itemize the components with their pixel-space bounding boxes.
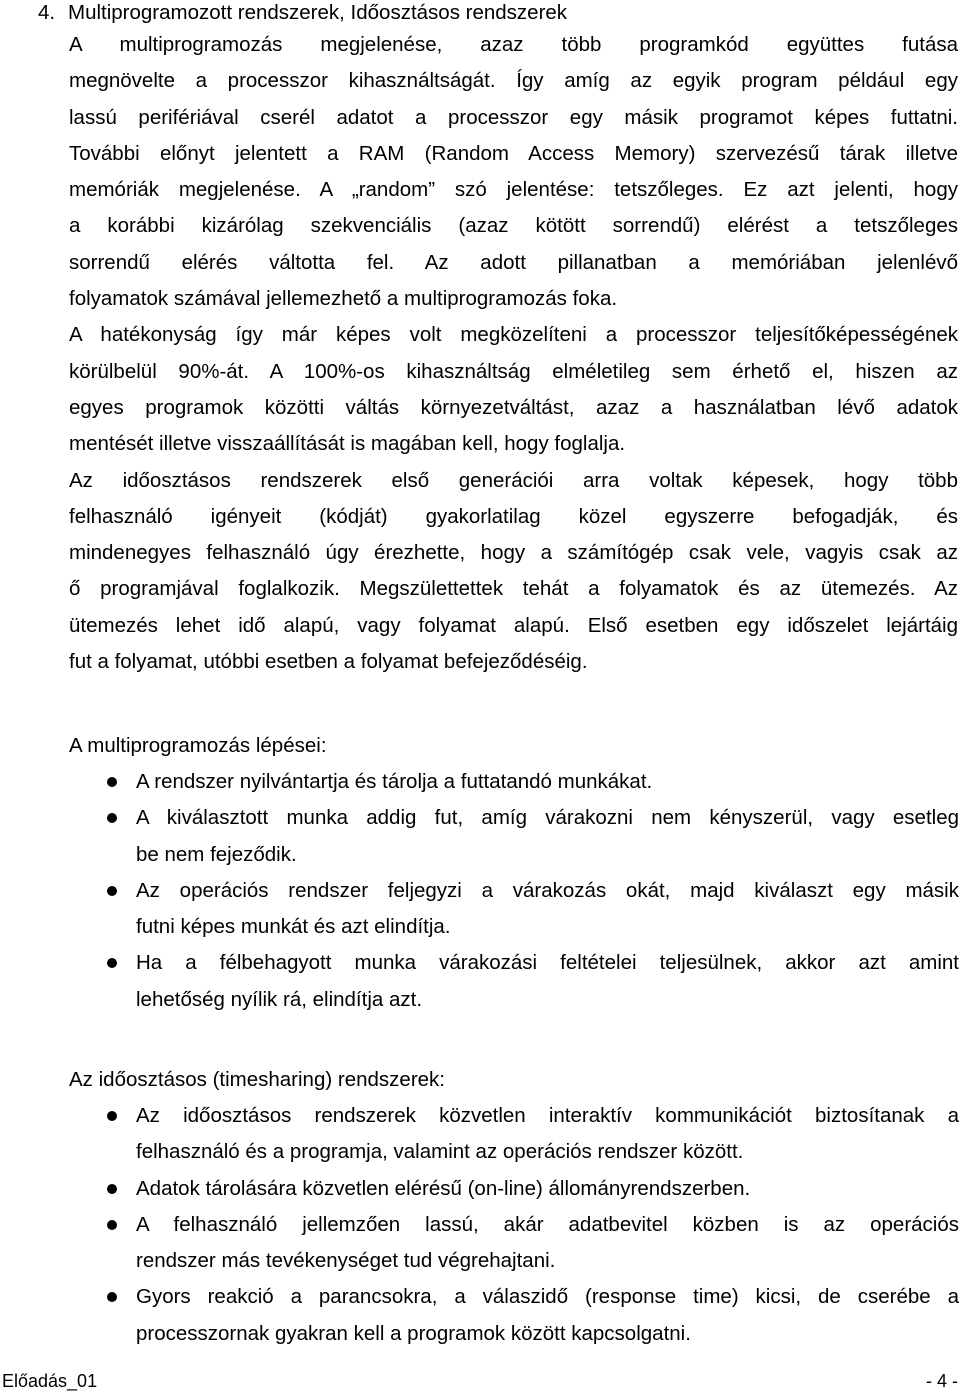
paragraph-line: memóriák megjelenése. A „random” szó jelentése: tetszőleges. Ez azt jelenti, hogy xyxy=(69,178,958,202)
bullet-text-line: Ha a félbehagyott munka várakozási feltételei teljesülnek, akkor azt amint xyxy=(136,951,959,975)
timesharing-title: Az időosztásos (timesharing) rendszerek: xyxy=(69,1068,445,1091)
intro-paragraphs xyxy=(69,27,958,680)
paragraph-line: fut a folyamat, utóbbi esetben a folyamat befejeződéséig. xyxy=(69,650,588,674)
bullet-text-line: Az időosztásos rendszerek közvetlen interaktív kommunikációt biztosítanak a xyxy=(136,1104,959,1127)
bullet-text-line: Gyors reakció a parancsokra, a válaszidő (response time) kicsi, de cserébe a xyxy=(136,1285,959,1309)
paragraph-line: körülbelül 90%-át. A 100%-os kihasználtság elméletileg sem érhető el, hiszen az xyxy=(69,359,958,383)
paragraph-line: a korábbi kizárólag szekvenciális (azaz kötött sorrendű) elérést a tetszőleges xyxy=(69,214,958,238)
paragraph-line: egyes programok közötti váltás környezetváltást, azaz a használatban lévő adatok xyxy=(69,395,958,419)
multiprog-steps-title: A multiprogramozás lépései: xyxy=(69,734,327,757)
bullet-item xyxy=(69,1279,959,1352)
bullet-text-line: lehetőség nyílik rá, elindítja azt. xyxy=(136,987,423,1011)
bullet-icon xyxy=(107,958,117,968)
bullet-text-line: A kiválasztott munka addig fut, amíg várakozni nem kényszerül, vagy esetleg xyxy=(136,806,959,830)
paragraph-line: felhasználó igényeit (kódját) gyakorlatilag közel egyszerre befogadják, és xyxy=(69,504,958,528)
timesharing-list xyxy=(69,1098,959,1352)
section-title: Multiprogramozott rendszerek, Időosztásos rendszerek xyxy=(68,1,568,24)
multiprog-steps-list xyxy=(69,764,959,1018)
paragraph-line: mentését illetve visszaállítását is magában kell, hogy foglalja. xyxy=(69,432,626,456)
paragraph-line: lassú perifériával cserél adatot a processzor egy másik programot képes futtatni. xyxy=(69,105,958,129)
section-heading xyxy=(38,0,567,26)
paragraph-line: ő programjával foglalkozik. Megszülettettek tehát a folyamatok és az ütemezés. Az xyxy=(69,577,958,601)
bullet-item xyxy=(69,1207,959,1280)
bullet-text-line: Adatok tárolására közvetlen elérésű (on-line) állományrendszerben. xyxy=(136,1176,751,1200)
paragraph-line: A hatékonyság így már képes volt megközelíteni a processzor teljesítőképességének xyxy=(69,323,958,347)
bullet-text-line: A rendszer nyilvántartja és tárolja a futtatandó munkákat. xyxy=(136,770,653,793)
paragraph-line: További előnyt jelentett a RAM (Random Access Memory) szervezésű tárak illetve xyxy=(69,141,958,165)
paragraph-line: A multiprogramozás megjelenése, azaz több programkód együttes futása xyxy=(69,33,958,56)
bullet-text-line: be nem fejeződik. xyxy=(136,842,297,866)
footer-lecture-label: Előadás_01 xyxy=(2,1371,98,1391)
bullet-item xyxy=(69,1171,959,1207)
paragraph-line: sorrendű elérés váltotta fel. Az adott pillanatban a memóriában jelenlévő xyxy=(69,250,958,274)
bullet-text-line: processzornak gyakran kell a programok között kapcsolgatni. xyxy=(136,1321,691,1345)
section-number: 4. xyxy=(38,1,56,24)
bullet-text-line: felhasználó és a programja, valamint az operációs rendszer között. xyxy=(136,1140,744,1164)
bullet-icon xyxy=(107,1292,117,1302)
bullet-item xyxy=(69,1098,959,1171)
page-footer xyxy=(0,1370,960,1392)
bullet-item xyxy=(69,945,959,1018)
paragraph-line: megnövelte a processzor kihasználtságát. Így amíg az egyik program például egy xyxy=(69,69,958,93)
bullet-item xyxy=(69,873,959,946)
bullet-text-line: A felhasználó jellemzően lassú, akár adatbevitel közben is az operációs xyxy=(136,1212,959,1236)
bullet-text-line: Az operációs rendszer feljegyzi a várakozás okát, majd kiválaszt egy másik xyxy=(136,878,959,902)
paragraph-line: mindenegyes felhasználó úgy érezhette, hogy a számítógép csak vele, vagyis csak az xyxy=(69,541,958,565)
bullet-text-line: rendszer más tevékenységet tud végrehajtani. xyxy=(136,1249,556,1273)
bullet-text-line: futni képes munkát és azt elindítja. xyxy=(136,915,451,939)
paragraph-line: Az időosztásos rendszerek első generációi arra voltak képesek, hogy több xyxy=(69,468,958,492)
bullet-icon xyxy=(107,1184,117,1194)
paragraph-line: ütemezés lehet idő alapú, vagy folyamat alapú. Első esetben egy időszelet lejártáig xyxy=(69,613,958,637)
bullet-icon xyxy=(107,813,117,823)
bullet-item xyxy=(69,800,959,873)
bullet-item xyxy=(69,764,959,800)
footer-page-number: - 4 - xyxy=(925,1371,958,1391)
bullet-icon xyxy=(107,1220,117,1230)
bullet-icon xyxy=(107,777,117,787)
paragraph-line: folyamatok számával jellemezhető a multiprogramozás foka. xyxy=(69,287,618,311)
bullet-icon xyxy=(107,1111,117,1121)
bullet-icon xyxy=(107,886,117,896)
